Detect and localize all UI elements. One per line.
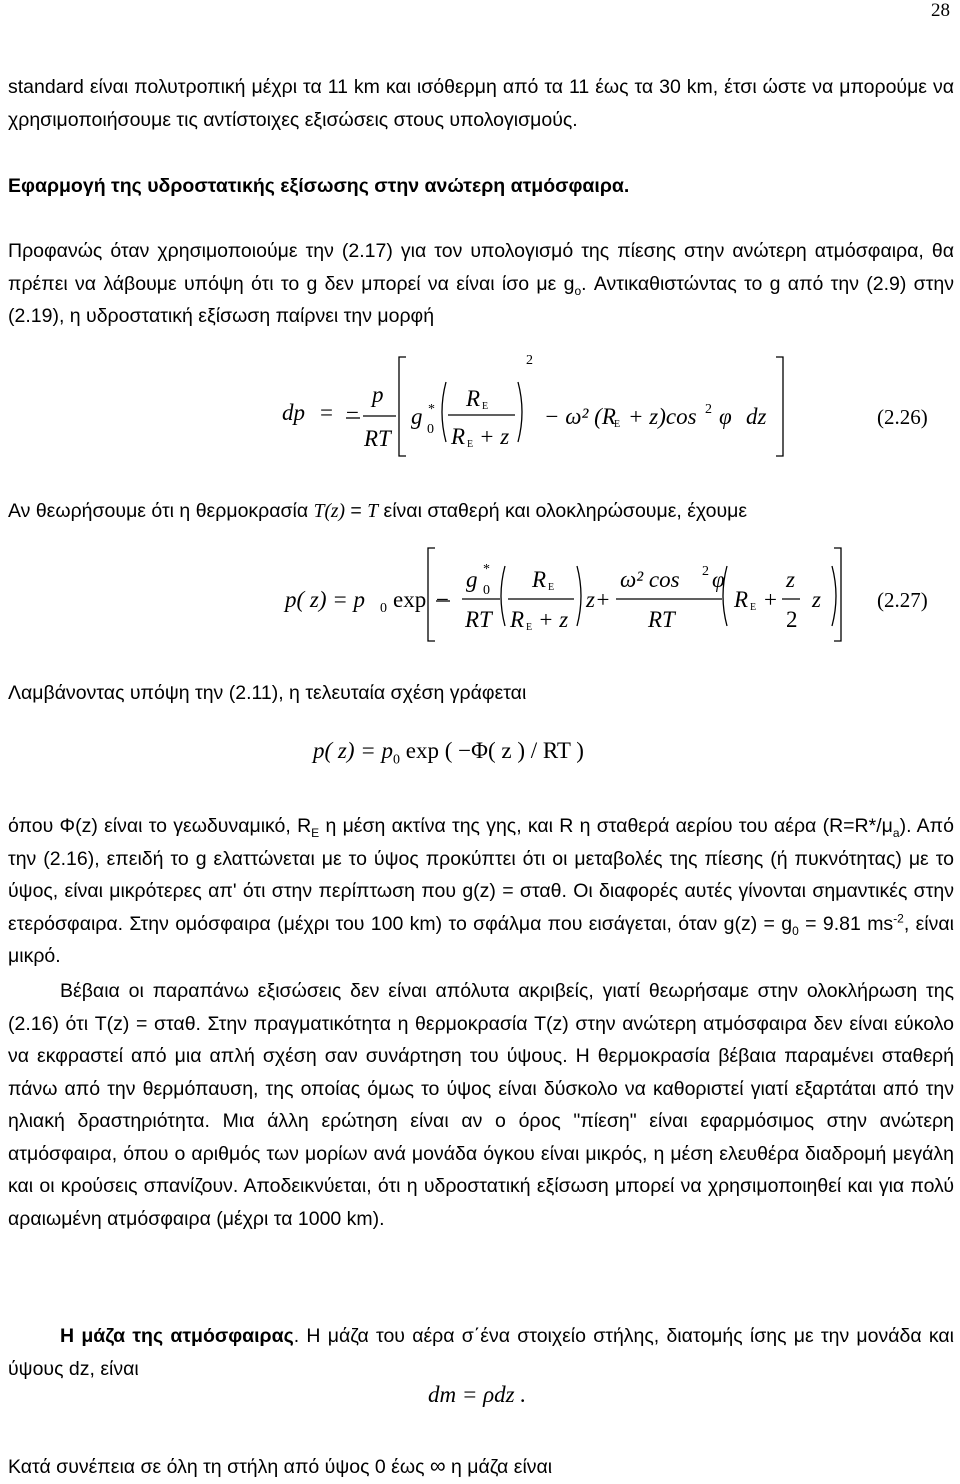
para3-pre: Αν θεωρήσουμε ότι η θερμοκρασία [8, 500, 314, 522]
eq226-dz: dz [746, 404, 767, 429]
eq226-g-sub: 0 [427, 422, 434, 437]
eq226-den-tail: + z [479, 424, 510, 449]
eq227-RE: R [532, 567, 547, 592]
eq227-RT1: RT [465, 607, 492, 632]
eq226-eq: = [320, 400, 333, 425]
para5-a: όπου Φ(z) είναι το γεωδυναμικό, R [8, 815, 312, 837]
eq227-exp: exp [393, 587, 427, 612]
paragraph-mass [8, 1320, 954, 1385]
paragraph-geopotential [8, 810, 954, 973]
para5-d: = 9.81 ms [798, 912, 894, 935]
eq226-phi: φ [719, 404, 732, 429]
eq227-RE2-sub: E [750, 602, 757, 613]
para8-a: Κατά συνέπεια σε όλη τη στήλη από ύψος 0 έως [8, 1456, 430, 1478]
para5-d-sup: -2 [893, 911, 904, 925]
eq227-lhs-sub: 0 [380, 601, 387, 616]
para2-text: Προφανώς όταν χρησιμοποιούμε την (2.17) για τον υπολογισμό της πίεσης στην ανώτερη ατμόσφαιρα, θα πρέπει να λάβουμε υπόψη ότι το g δεν μπορεί να είναι ίσο με g [8, 240, 954, 295]
eq227-minus: − [436, 587, 449, 612]
eq226-dp: dp [282, 400, 305, 425]
eq226-omega-sub: E [614, 419, 621, 430]
eq226-RE-sub: E [482, 401, 489, 412]
eq227-zfrac-num: z [786, 567, 795, 592]
eq227-cos-sup: 2 [702, 564, 709, 579]
infinity-symbol: ∞ [429, 1453, 446, 1478]
eq227-label: (2.27) [877, 588, 928, 612]
eq226-den-sub: E [467, 439, 474, 450]
paragraph-consequently [8, 1450, 954, 1484]
paragraph-continuation: standard είναι πολυτροπική μέχρι τα 11 km και ισόθερμη από τα 11 έως τα 30 km, έτσι ώστε να μπορούμε να χρησιμοποιήσουμε τις αντίστοιχες εξισώσεις στους υπολογισμούς. [8, 76, 954, 131]
paragraph-accuracy: Βέβαια οι παραπάνω εξισώσεις δεν είναι απόλυτα ακριβείς, γιατί θεωρήσαμε στην ολοκλήρωση της (2.16) ότι T(z) = σταθ. Στην πραγματικότητα η θερμοκρασία T(z) στην ανώτερη ατμόσφαιρα δεν είναι εύκολο να εκφραστεί από μια απλή σχέση σαν συνάρτηση του ύψους. Η θερμοκρασία βέβαια παραμένει σταθερή πάνω από την θερμόπαυση, της οποίας όμως το ύψος είναι δύσκολο να καθοριστεί γιατί εξαρτάται από την ηλιακή δραστηριότητα. Μια άλλη ερώτηση είναι αν ο όρος "πίεση" είναι εφαρμόσιμος στην ανώτερη ατμόσφαιρα, όπου ο αριθμός των μορίων ανά μονάδα όγκου είναι μικρός, η μέση ελευθέρα διαδρομή μεγάλη και οι κρούσεις σπανίζουν. Αποδεικνύεται, ότι η υδροστατική εξίσωση μπορεί να χρησιμοποιηθεί και για πολύ αραιωμένη ατμόσφαιρα (μέχρι τα 1000 km). [8, 980, 954, 1230]
eqphi-lhs: p( z) = p [313, 738, 394, 763]
eq226-g-sup: * [428, 402, 435, 417]
para5-a-sub: E [311, 825, 320, 840]
para3-post: είναι σταθερή και ολοκληρώσουμε, έχουμε [378, 500, 748, 522]
para3-eq: = [345, 500, 368, 522]
eq227-zfrac-den: 2 [786, 607, 798, 632]
eq227-z: z+ [586, 587, 611, 612]
para5-c: ). Από την (2.16), επειδή το g ελαττώνεται με το ύψος προκύπτει ότι οι μεταβολές της πίεσης (ή πυκνότητας) με το ύψος, είναι μικρότερες απ' ότι στην περίπτωση που g(z) = σταθ. Οι διαφορές αυτές γίνονται σημαντικές στην ετερόσφαιρα. Στην ομόσφαιρα (μέχρι του 100 km) το σφάλμα που εισάγεται, όταν g(z) = g [8, 815, 954, 935]
mass-heading: Η μάζα της ατμόσφαιρας [60, 1325, 294, 1347]
eqphi-rhs: exp ( −Φ( z ) / RT ) [405, 738, 584, 763]
eq227-omega: ω² cos [620, 567, 680, 592]
eq226-den: R [451, 424, 466, 449]
eq227-RE2: R [734, 587, 749, 612]
equation-2-27 [0, 0, 960, 670]
eq227-g-sup: * [483, 562, 490, 577]
eq226-g: g [411, 404, 423, 429]
eq226-cos-sup: 2 [705, 402, 712, 417]
para2-sub: o [574, 283, 582, 298]
para3-T: T [367, 501, 379, 522]
eq227-RE-sub: E [548, 582, 555, 593]
eq227-g-sub: 0 [483, 583, 490, 598]
para7-rest: . Η μάζα του αέρα σ΄ένα στοιχείο στήλης, διατομής ίσης με την μονάδα και ύψους dz, είναι [8, 1325, 955, 1380]
eq227-plus: + [764, 587, 777, 612]
eq226-RT: RT [364, 426, 391, 451]
para5-b-sub: a [892, 825, 900, 840]
para3-Tz: T(z) [313, 501, 346, 522]
eq227-phi: φ [712, 567, 725, 592]
eq226-RE: R [466, 386, 481, 411]
para5-c-sub: 0 [792, 923, 799, 938]
eq226-omega-tail: + z)cos [628, 404, 697, 429]
eqphi-sub: 0 [393, 752, 401, 768]
para5-b: η μέση ακτίνα της γης, και R η σταθερά αερίου του αέρα (R=R*/μ [319, 815, 893, 837]
eq226-minus: − [346, 400, 359, 425]
eq227-den: R [510, 607, 525, 632]
eq227-den-tail: + z [538, 607, 569, 632]
eq226-label: (2.26) [877, 405, 928, 429]
equation-geopotential [313, 738, 584, 768]
eq226-p: p [372, 382, 384, 407]
para5-e: , είναι μικρό. [8, 912, 954, 967]
eq227-den-sub: E [526, 622, 533, 633]
eq226-omega: − ω² (R [544, 404, 616, 429]
eq227-g: g [466, 567, 478, 592]
equation-dm: dm = ρdz . [428, 1382, 527, 1407]
section-heading: Εφαρμογή της υδροστατικής εξίσωσης στην ανώτερη ατμόσφαιρα. [8, 175, 630, 197]
page-number: 28 [931, 0, 950, 21]
eq227-lhs: p( z) = p [285, 587, 366, 612]
para8-b: η μάζα είναι [445, 1456, 553, 1478]
eq227-z2: z [812, 587, 821, 612]
paragraph-taking-into-account: Λαμβάνοντας υπόψη την (2.11), η τελευταία σχέση γράφεται [8, 682, 527, 704]
eq226-pow2: 2 [526, 353, 533, 368]
para2-tail: . Αντικαθιστώντας το g από την (2.9) στην (2.19), η υδροστατική εξίσωση παίρνει την μορφή [8, 272, 954, 327]
eq227-RT2: RT [648, 607, 675, 632]
